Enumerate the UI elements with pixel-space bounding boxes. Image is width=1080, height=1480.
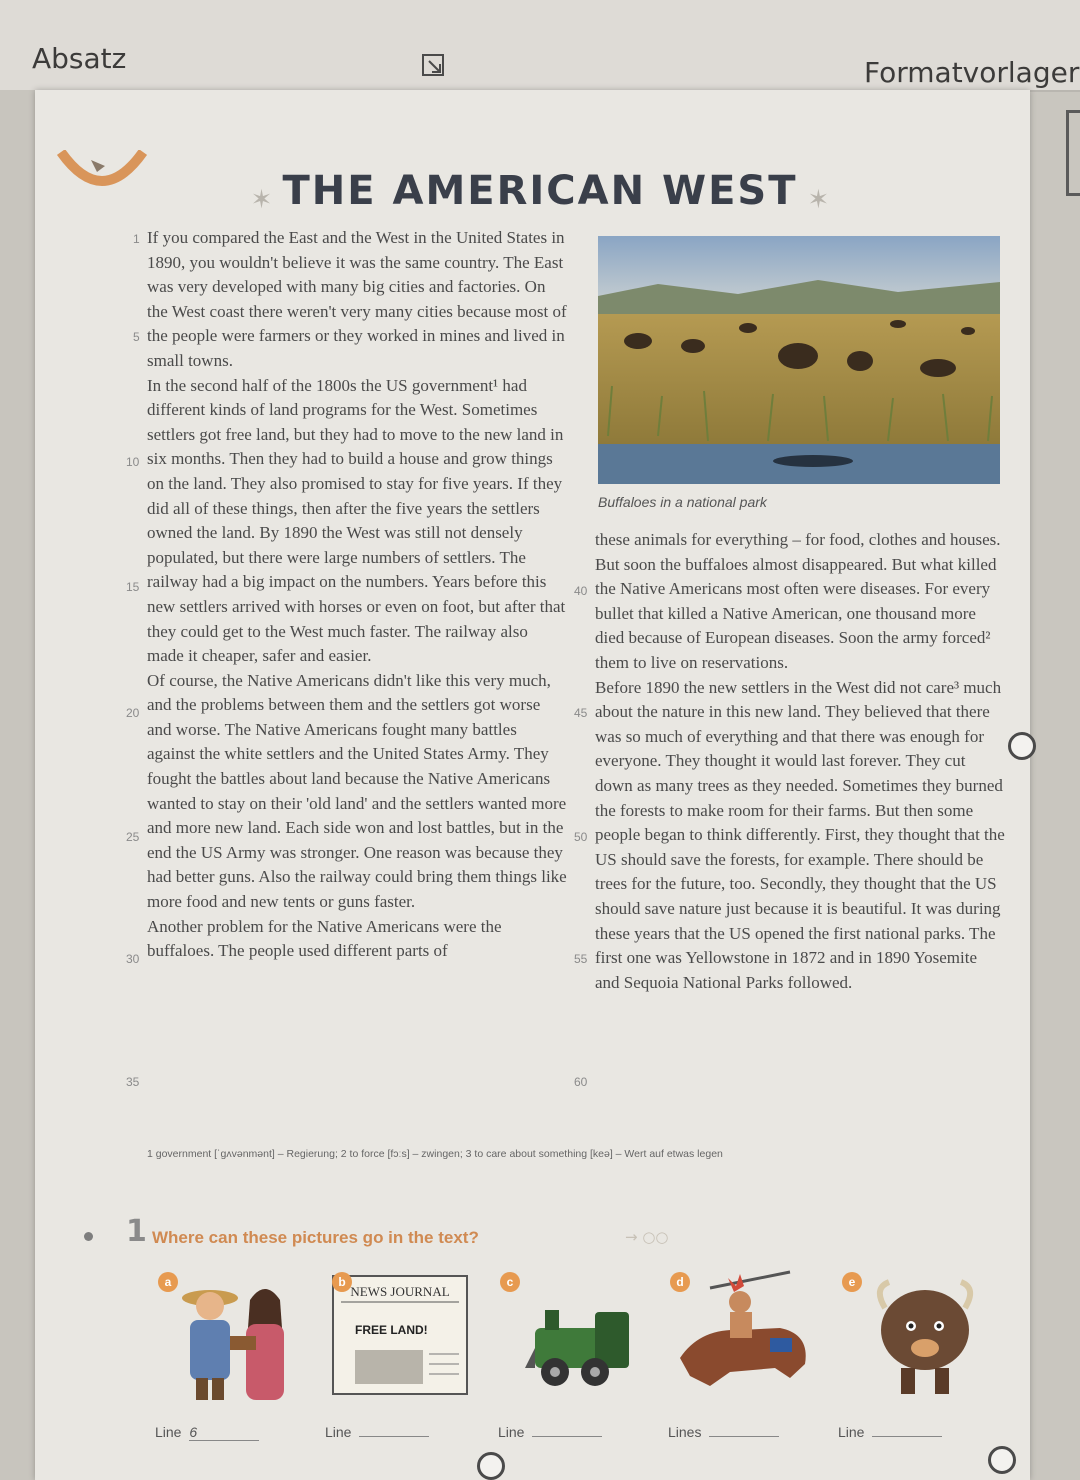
paragraph: Before 1890 the new settlers in the West did not care³ much about the nature in this new land. They believed that there was so much of everything and that there was enough for everyone. They thought it would last forever. They cut down as many trees as they needed. Sometimes they burned the forests to make room for their farms. But then some people began to think differently. First, they thought that the US should save the forests, for example. There should be trees for the future, too. Secondly, they thought that the US should save nature just because it is beautiful. It was during these years that the US opened the first national parks. The first one was Yellowstone in 1872 and in 1890 Yosemite and Sequoia National Parks followed. [595, 677, 1005, 992]
paragraph: Of course, the Native Americans didn't like this very much, and the problems between them and the settlers got worse and worse. The Native Americans fought many battles against the white settlers and the United States Army. They fought the battles about land because the Native Americans wanted to stay on their 'old land' and the settlers wanted more and more new land. Each side won and lost battles, but in the end the US Army was stronger. One reason was because they had better guns. Also the railway could bring them things like more food and new tents or guns faster. [147, 670, 567, 912]
dialog-launcher-icon[interactable] [420, 52, 448, 80]
answer-slot-a[interactable] [155, 1424, 259, 1441]
page-title: THE AMERICAN WEST [282, 168, 798, 214]
answer-field[interactable] [359, 1436, 429, 1437]
footnotes: 1 government [ˈgʌvənmənt] – Regierung; 2 to force [fɔːs] – zwingen; 3 to care about something [keə] – Wert auf etwas legen [147, 1148, 723, 1160]
paragraph: If you compared the East and the West in the United States in 1890, you wouldn't believe it was the same country. The East was very developed with many big cities and factories. On the West coast there weren't very many cities because most of the people were farmers or they worked in mines and lived in small towns. [147, 228, 567, 370]
native-rider-icon [670, 1268, 820, 1403]
line-number: 5 [133, 330, 140, 344]
answer-field[interactable] [872, 1436, 942, 1437]
paragraph: Another problem for the Native Americans were the buffaloes. The people used different parts of [147, 916, 502, 961]
answer-label: Line [498, 1424, 525, 1440]
newspaper-title: NEWS JOURNAL [350, 1284, 450, 1299]
answer-label: Lines [668, 1424, 702, 1440]
picture-badge: c [500, 1272, 520, 1292]
line-number: 10 [126, 455, 140, 469]
line-number: 1 [133, 232, 140, 246]
answer-slot-e[interactable] [838, 1424, 942, 1440]
line-number: 15 [126, 580, 140, 594]
line-number: 25 [126, 830, 140, 844]
line-number: 50 [574, 830, 588, 844]
star-icon: ✶ [807, 185, 830, 215]
answer-slot-c[interactable] [498, 1424, 602, 1440]
resize-handle[interactable] [477, 1452, 505, 1480]
exercise-question: Where can these pictures go in the text? [152, 1228, 479, 1247]
paragraph-group-label: Absatz [32, 42, 127, 75]
pairwork-icon: → ○○ [625, 1228, 669, 1246]
buffalo-photo [598, 236, 1000, 484]
answer-field[interactable] [709, 1436, 779, 1437]
text-column-right [595, 528, 1005, 995]
line-number: 20 [126, 706, 140, 720]
workspace-margin [0, 90, 35, 1480]
line-number: 45 [574, 706, 588, 720]
buffalo-icon [855, 1268, 1005, 1403]
answer-label: Line [325, 1424, 352, 1440]
paragraph: In the second half of the 1800s the US government¹ had different kinds of land programs for the West. Sometimes settlers got free land, but they had to move to the new land in six months. Then they had to build a house and grow things on the land. They also promised to stay for five years. If they did all of these things, then after the five years the settlers owned the land. By 1890 the West was still not densely populated, but there were large numbers of settlers. The railway had a big impact on the numbers. Years before this new settlers arrived with horses or even on foot, but after that they could get to the West much faster. The railway also made it cheaper, safer and easier. [147, 375, 566, 666]
picture-badge: e [842, 1272, 862, 1292]
line-number: 40 [574, 584, 588, 598]
picture-badge: b [332, 1272, 352, 1292]
picture-badge: a [158, 1272, 178, 1292]
title-row [0, 168, 1080, 215]
resize-handle[interactable] [988, 1446, 1016, 1474]
star-icon: ✶ [250, 185, 273, 215]
steam-train-icon [505, 1268, 655, 1403]
bullet-icon [84, 1232, 93, 1241]
styles-group-label: Formatvorlager [864, 56, 1080, 89]
exercise-number: 1 [126, 1214, 147, 1249]
ribbon-bar [0, 0, 1080, 92]
answer-slot-d[interactable] [668, 1424, 779, 1440]
photo-caption: Buffaloes in a national park [598, 494, 767, 510]
answer-field[interactable] [532, 1436, 602, 1437]
newspaper-headline: FREE LAND! [355, 1323, 428, 1337]
answer-label: Line [838, 1424, 865, 1440]
resize-handle[interactable] [1008, 732, 1036, 760]
picture-badge: d [670, 1272, 690, 1292]
line-number: 35 [126, 1075, 140, 1089]
paragraph: these animals for everything – for food, clothes and houses. But soon the buffaloes almost disappeared. But what killed the Native Americans most often were diseases. For every bullet that killed a Native American, one thousand more died because of European diseases. Soon the army forced² them to live on reservations. [595, 530, 1001, 672]
answer-slot-b[interactable] [325, 1424, 429, 1440]
line-number: 60 [574, 1075, 588, 1089]
text-column-left [147, 226, 567, 964]
line-number: 55 [574, 952, 588, 966]
answer-label: Line [155, 1424, 182, 1440]
settlers-couple-icon [160, 1268, 310, 1403]
line-number: 30 [126, 952, 140, 966]
answer-field[interactable]: 6 [189, 1424, 259, 1441]
